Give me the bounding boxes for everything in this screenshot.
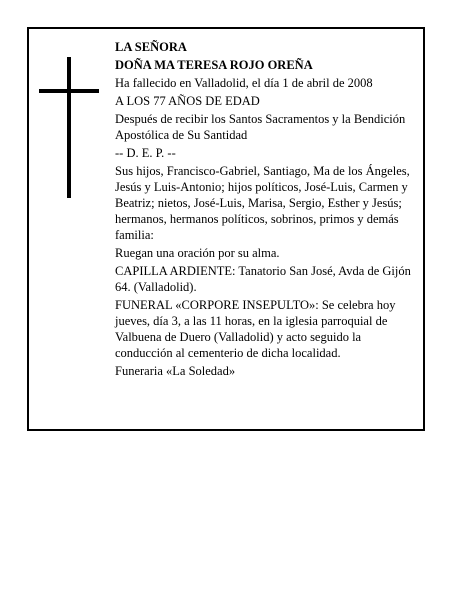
obituary-notice <box>27 27 425 431</box>
age-statement: A LOS 77 AÑOS DE EDAD <box>115 94 260 108</box>
cross-vertical-bar <box>67 57 71 198</box>
cross-horizontal-bar <box>39 89 99 93</box>
notice-text <box>115 39 411 381</box>
notice-heading: LA SEÑORA <box>115 40 187 54</box>
funeral-home: Funeraria «La Soledad» <box>115 364 236 378</box>
chapel-info: CAPILLA ARDIENTE: Tanatorio San José, Avda de Gijón 64. (Valladolid). <box>115 264 411 294</box>
sacraments-statement: Después de recibir los Santos Sacramentos y la Bendición Apostólica de Su Santidad <box>115 112 406 142</box>
latin-cross-icon <box>39 57 99 198</box>
prayer-request: Ruegan una oración por su alma. <box>115 246 280 260</box>
rip-line: -- D. E. P. -- <box>115 146 176 160</box>
funeral-info: FUNERAL «CORPORE INSEPULTO»: Se celebra hoy jueves, día 3, a las 11 horas, en la iglesia parroquial de Valbuena de Duero (Valladolid) y acto seguido la conducción al cementerio de dicha localidad. <box>115 298 396 360</box>
death-statement: Ha fallecido en Valladolid, el día 1 de abril de 2008 <box>115 76 373 90</box>
family-list: Sus hijos, Francisco-Gabriel, Santiago, Ma de los Ángeles, Jesús y Luis-Antonio; hijos políticos, José-Luis, Carmen y Beatriz; nietos, José-Luis, Marisa, Sergio, Esther y Jesús; hermanos, hermanos políticos, sobrinos, primos y demás familia: <box>115 164 410 242</box>
deceased-name: DOÑA MA TERESA ROJO OREÑA <box>115 58 313 72</box>
